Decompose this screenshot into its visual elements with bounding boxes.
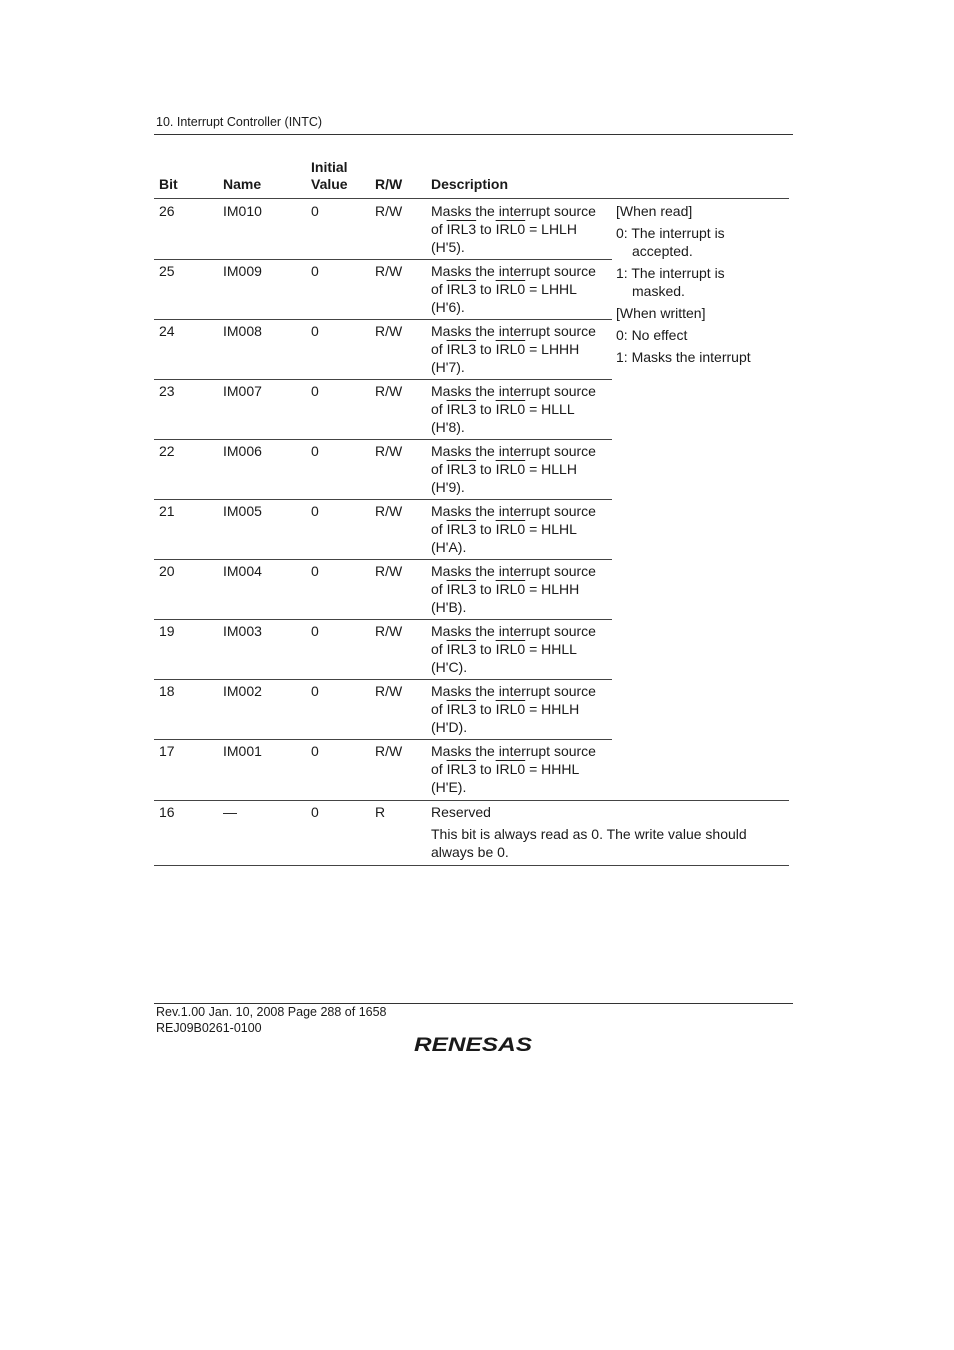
row-rw: R/W bbox=[375, 323, 403, 339]
row-initial: 0 bbox=[311, 683, 319, 699]
signal-irl0: IRL0 bbox=[495, 281, 526, 297]
description-line1: Masks the interrupt source bbox=[431, 263, 596, 279]
description-line1: Masks the interrupt source bbox=[431, 623, 596, 639]
note-when-read: [When read] bbox=[616, 203, 693, 219]
row-description bbox=[431, 682, 611, 736]
row-bit: 18 bbox=[159, 683, 175, 699]
row-bit: 19 bbox=[159, 623, 175, 639]
row-description bbox=[431, 562, 611, 616]
row-name: IM010 bbox=[223, 203, 262, 219]
description-line1: Masks the interrupt source bbox=[431, 683, 596, 699]
row-name: IM005 bbox=[223, 503, 262, 519]
description-code: (H'C). bbox=[431, 659, 468, 675]
signal-irl0: IRL0 bbox=[495, 221, 526, 237]
description-line2 bbox=[431, 280, 611, 298]
description-to: to bbox=[480, 761, 492, 777]
description-code: (H'B). bbox=[431, 599, 467, 615]
signal-irl3: IRL3 bbox=[446, 401, 477, 417]
row-name: IM007 bbox=[223, 383, 262, 399]
description-level: = HLLL bbox=[529, 401, 575, 417]
description-line1: Masks the interrupt source bbox=[431, 563, 596, 579]
description-line2 bbox=[431, 460, 611, 478]
row-divider bbox=[154, 679, 612, 680]
signal-irl3: IRL3 bbox=[446, 641, 477, 657]
signal-irl3: IRL3 bbox=[446, 461, 477, 477]
reserved-row-top-rule bbox=[154, 800, 789, 801]
description-level: = HHLL bbox=[529, 641, 577, 657]
row-bit: 17 bbox=[159, 743, 175, 759]
description-code: (H'9). bbox=[431, 479, 465, 495]
description-level: = HHHL bbox=[529, 761, 580, 777]
description-line1: Masks the interrupt source bbox=[431, 443, 596, 459]
note-read-0-line1: 0: The interrupt is bbox=[616, 225, 725, 241]
row-bit: 22 bbox=[159, 443, 175, 459]
row-divider bbox=[154, 739, 612, 740]
note-read-1-line1: 1: The interrupt is bbox=[616, 265, 725, 281]
description-of: of bbox=[431, 521, 443, 537]
row-initial: 0 bbox=[311, 623, 319, 639]
description-level: = LHHH bbox=[529, 341, 580, 357]
reserved-name: — bbox=[223, 804, 237, 820]
row-rw: R/W bbox=[375, 263, 403, 279]
row-bit: 21 bbox=[159, 503, 175, 519]
description-line2 bbox=[431, 520, 611, 538]
description-line1: Masks the interrupt source bbox=[431, 323, 596, 339]
shared-description-note bbox=[616, 202, 751, 366]
description-line1: Masks the interrupt source bbox=[431, 203, 596, 219]
description-to: to bbox=[480, 461, 492, 477]
row-description bbox=[431, 202, 611, 256]
signal-irl3: IRL3 bbox=[446, 701, 477, 717]
row-initial: 0 bbox=[311, 563, 319, 579]
description-line1: Masks the interrupt source bbox=[431, 743, 596, 759]
row-name: IM008 bbox=[223, 323, 262, 339]
description-to: to bbox=[480, 341, 492, 357]
signal-irl0: IRL0 bbox=[495, 401, 526, 417]
row-divider bbox=[154, 619, 612, 620]
description-level: = LHLH bbox=[529, 221, 577, 237]
row-name: IM009 bbox=[223, 263, 262, 279]
signal-irl0: IRL0 bbox=[495, 581, 526, 597]
note-write-1: 1: Masks the interrupt bbox=[616, 349, 751, 365]
header-rw: R/W bbox=[375, 176, 403, 192]
row-name: IM001 bbox=[223, 743, 262, 759]
row-initial: 0 bbox=[311, 443, 319, 459]
description-of: of bbox=[431, 701, 443, 717]
description-code: (H'7). bbox=[431, 359, 465, 375]
description-code: (H'A). bbox=[431, 539, 467, 555]
row-description bbox=[431, 442, 611, 496]
row-name: IM006 bbox=[223, 443, 262, 459]
row-initial: 0 bbox=[311, 263, 319, 279]
row-rw: R/W bbox=[375, 563, 403, 579]
header-initial-line2: Value bbox=[311, 176, 348, 192]
row-description bbox=[431, 262, 611, 316]
reserved-rw: R bbox=[375, 804, 386, 820]
row-divider bbox=[154, 259, 612, 260]
row-bit: 23 bbox=[159, 383, 175, 399]
header-rule bbox=[154, 134, 793, 135]
row-initial: 0 bbox=[311, 203, 319, 219]
description-of: of bbox=[431, 401, 443, 417]
reserved-initial: 0 bbox=[311, 804, 319, 820]
signal-irl3: IRL3 bbox=[446, 341, 477, 357]
signal-irl0: IRL0 bbox=[495, 461, 526, 477]
row-rw: R/W bbox=[375, 443, 403, 459]
row-divider bbox=[154, 499, 612, 500]
renesas-logo bbox=[414, 1033, 534, 1055]
row-description bbox=[431, 742, 611, 796]
row-divider bbox=[154, 439, 612, 440]
signal-irl3: IRL3 bbox=[446, 581, 477, 597]
signal-irl0: IRL0 bbox=[495, 701, 526, 717]
signal-irl0: IRL0 bbox=[495, 641, 526, 657]
header-bottom-rule bbox=[154, 198, 789, 199]
row-rw: R/W bbox=[375, 623, 403, 639]
row-initial: 0 bbox=[311, 383, 319, 399]
footer-rule bbox=[154, 1003, 793, 1004]
description-to: to bbox=[480, 281, 492, 297]
note-write-0: 0: No effect bbox=[616, 327, 688, 343]
row-description bbox=[431, 502, 611, 556]
description-code: (H'8). bbox=[431, 419, 465, 435]
header-bit: Bit bbox=[159, 176, 178, 192]
description-line1: Masks the interrupt source bbox=[431, 383, 596, 399]
row-divider bbox=[154, 319, 612, 320]
row-rw: R/W bbox=[375, 383, 403, 399]
description-code: (H'E). bbox=[431, 779, 467, 795]
description-line2 bbox=[431, 640, 611, 658]
description-to: to bbox=[480, 401, 492, 417]
description-code: (H'6). bbox=[431, 299, 465, 315]
description-of: of bbox=[431, 461, 443, 477]
description-level: = LHHL bbox=[529, 281, 577, 297]
row-rw: R/W bbox=[375, 203, 403, 219]
row-name: IM003 bbox=[223, 623, 262, 639]
header-description: Description bbox=[431, 176, 509, 192]
signal-irl3: IRL3 bbox=[446, 761, 477, 777]
description-of: of bbox=[431, 341, 443, 357]
header-name: Name bbox=[223, 176, 262, 192]
description-code: (H'5). bbox=[431, 239, 465, 255]
description-line2 bbox=[431, 340, 611, 358]
description-level: = HLHL bbox=[529, 521, 577, 537]
reserved-detail-line1: This bit is always read as 0. The write value should bbox=[431, 826, 747, 842]
description-level: = HHLH bbox=[529, 701, 580, 717]
table-bottom-rule bbox=[154, 865, 789, 866]
row-bit: 24 bbox=[159, 323, 175, 339]
row-rw: R/W bbox=[375, 503, 403, 519]
description-of: of bbox=[431, 641, 443, 657]
description-line2 bbox=[431, 700, 611, 718]
header-initial-line1: Initial bbox=[311, 159, 348, 175]
description-level: = HLHH bbox=[529, 581, 580, 597]
row-initial: 0 bbox=[311, 323, 319, 339]
reserved-title: Reserved bbox=[431, 804, 491, 820]
row-description bbox=[431, 382, 611, 436]
description-level: = HLLH bbox=[529, 461, 577, 477]
signal-irl3: IRL3 bbox=[446, 221, 477, 237]
row-bit: 20 bbox=[159, 563, 175, 579]
row-description bbox=[431, 322, 611, 376]
note-when-written: [When written] bbox=[616, 305, 706, 321]
description-line2 bbox=[431, 400, 611, 418]
footer-document-number: REJ09B0261-0100 bbox=[156, 1021, 262, 1035]
description-to: to bbox=[480, 221, 492, 237]
note-read-0-line2: accepted. bbox=[632, 243, 693, 259]
description-of: of bbox=[431, 221, 443, 237]
description-line1: Masks the interrupt source bbox=[431, 503, 596, 519]
description-code: (H'D). bbox=[431, 719, 468, 735]
signal-irl0: IRL0 bbox=[495, 521, 526, 537]
signal-irl0: IRL0 bbox=[495, 761, 526, 777]
reserved-bit: 16 bbox=[159, 804, 175, 820]
note-read-1-line2: masked. bbox=[632, 283, 685, 299]
row-initial: 0 bbox=[311, 503, 319, 519]
row-divider bbox=[154, 379, 612, 380]
row-description bbox=[431, 622, 611, 676]
renesas-logo-text: RENESAS bbox=[414, 1035, 533, 1055]
description-to: to bbox=[480, 641, 492, 657]
row-initial: 0 bbox=[311, 743, 319, 759]
row-rw: R/W bbox=[375, 683, 403, 699]
row-divider bbox=[154, 559, 612, 560]
row-name: IM002 bbox=[223, 683, 262, 699]
description-line2 bbox=[431, 580, 611, 598]
signal-irl0: IRL0 bbox=[495, 341, 526, 357]
row-bit: 25 bbox=[159, 263, 175, 279]
running-header: 10. Interrupt Controller (INTC) bbox=[156, 115, 323, 129]
description-to: to bbox=[480, 521, 492, 537]
signal-irl3: IRL3 bbox=[446, 281, 477, 297]
description-of: of bbox=[431, 281, 443, 297]
description-of: of bbox=[431, 761, 443, 777]
row-bit: 26 bbox=[159, 203, 175, 219]
description-to: to bbox=[480, 581, 492, 597]
description-line2 bbox=[431, 220, 611, 238]
signal-irl3: IRL3 bbox=[446, 521, 477, 537]
footer-revision: Rev.1.00 Jan. 10, 2008 Page 288 of 1658 bbox=[156, 1005, 387, 1019]
description-to: to bbox=[480, 701, 492, 717]
description-of: of bbox=[431, 581, 443, 597]
row-rw: R/W bbox=[375, 743, 403, 759]
description-line2 bbox=[431, 760, 611, 778]
reserved-detail-line2: always be 0. bbox=[431, 844, 509, 860]
row-name: IM004 bbox=[223, 563, 262, 579]
